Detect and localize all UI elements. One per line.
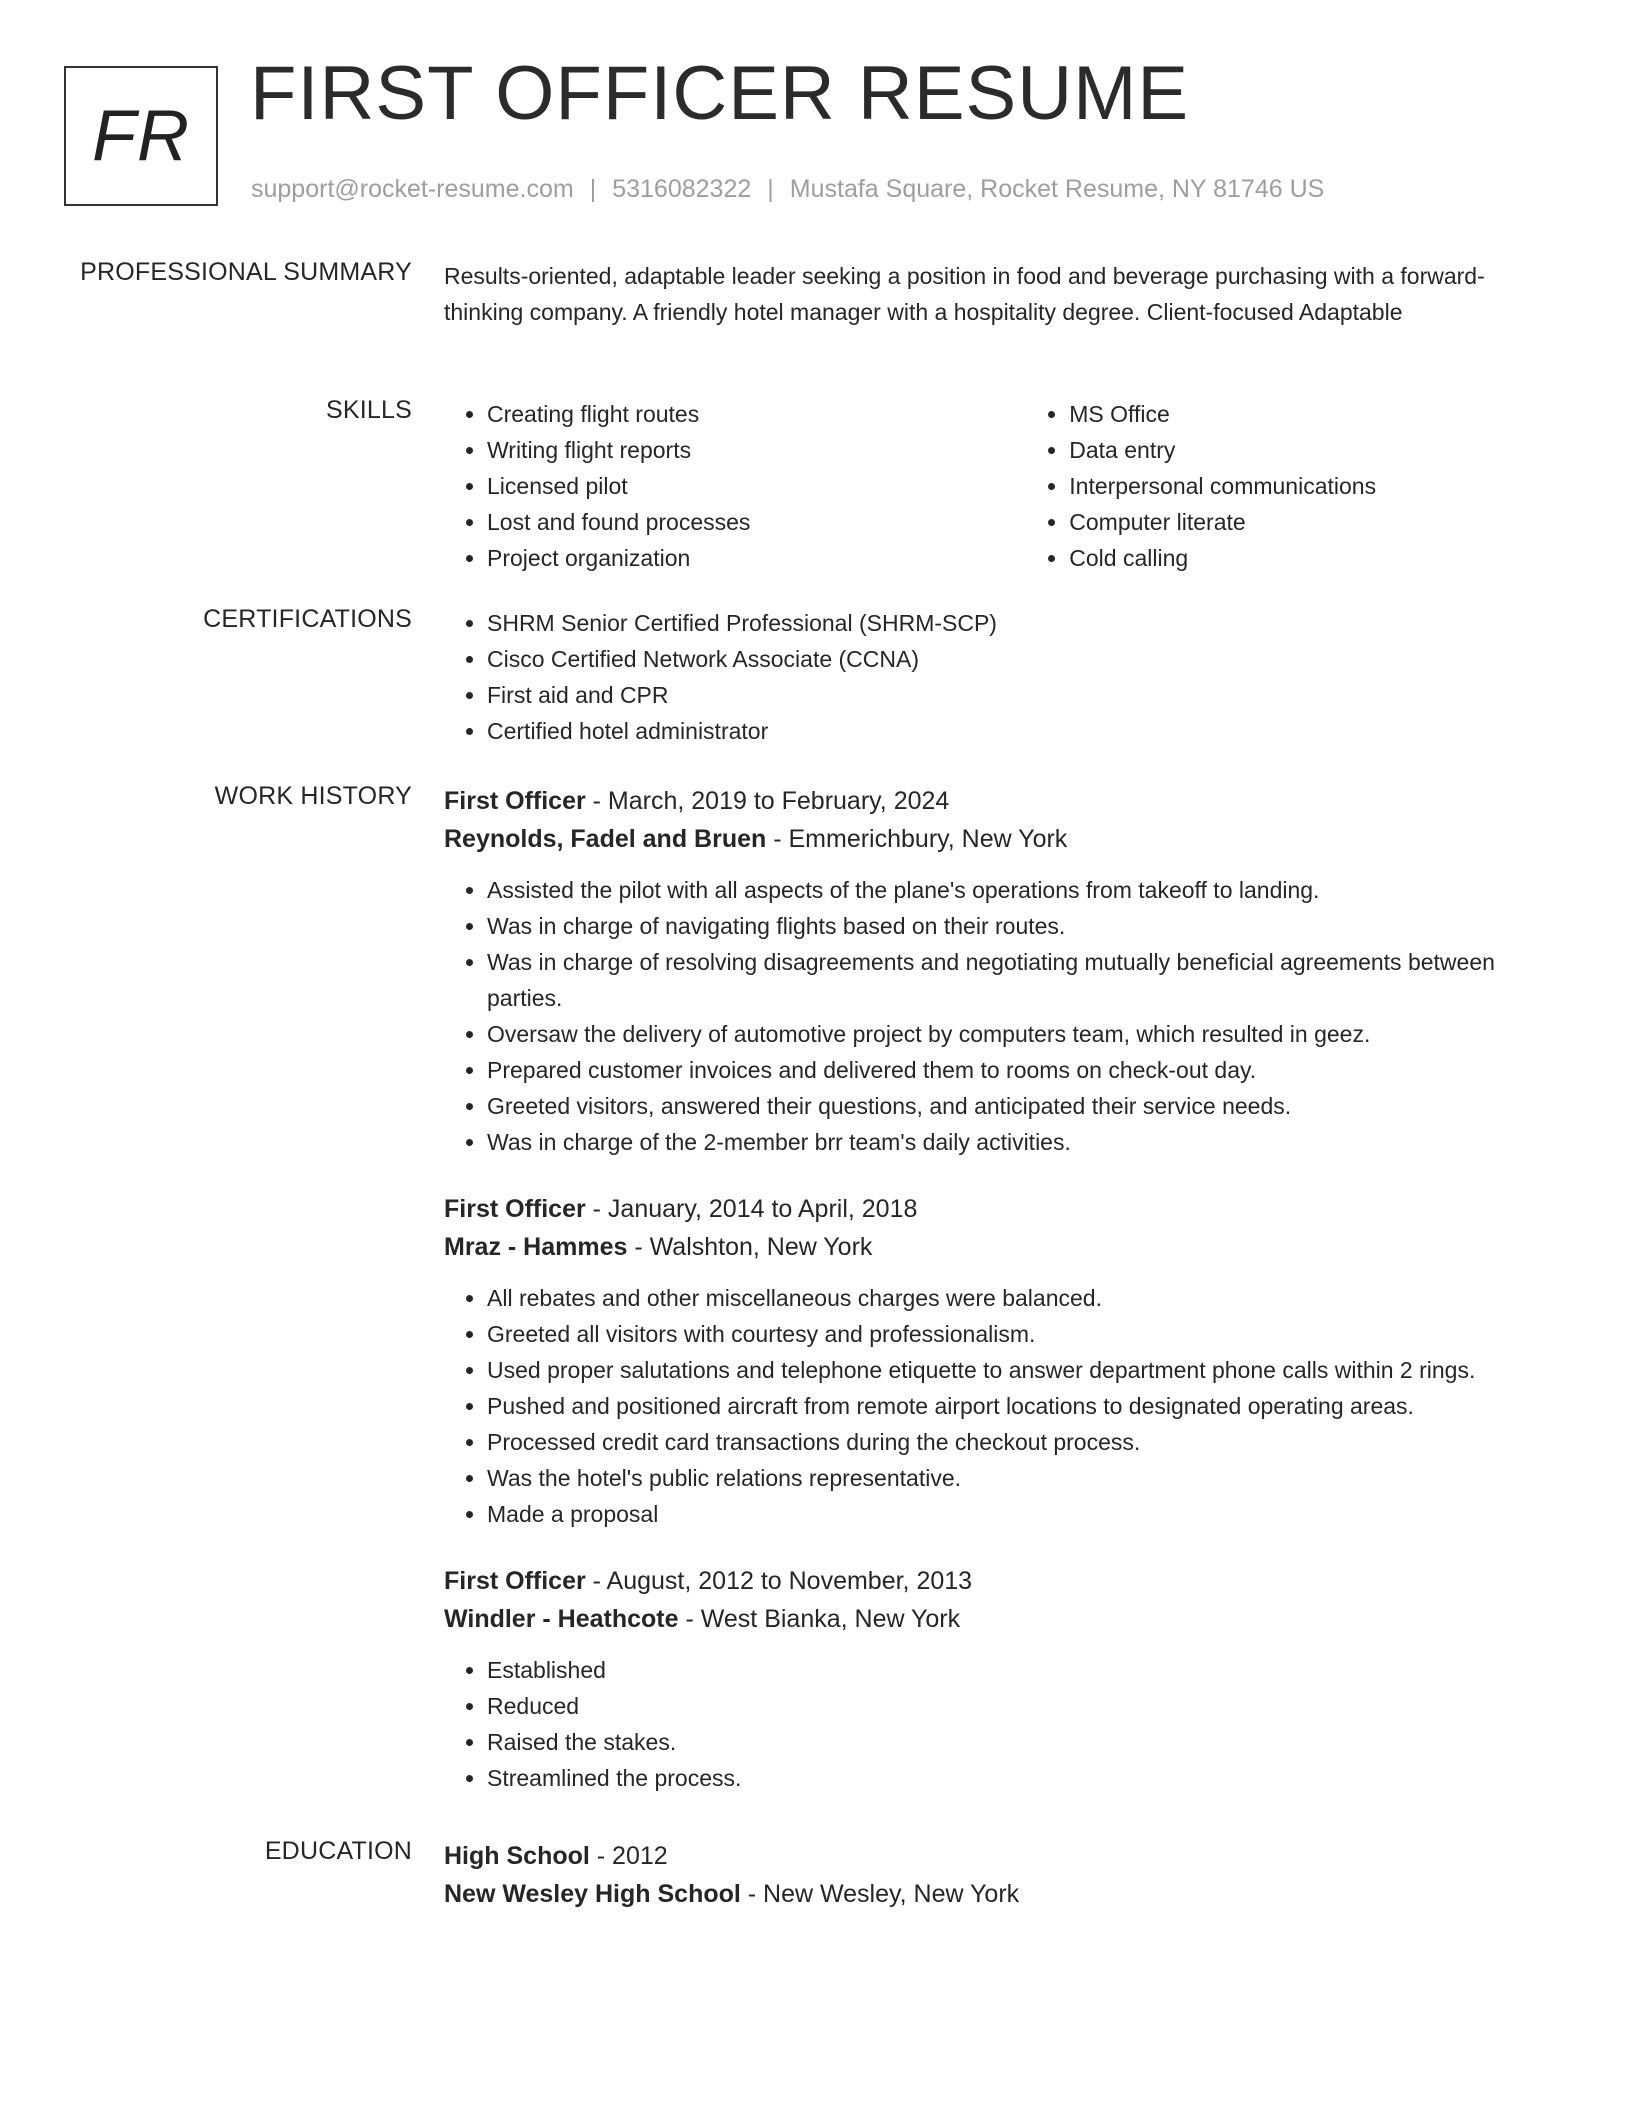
skill-item: • Licensed pilot <box>487 468 1026 504</box>
certifications-list <box>444 605 1564 749</box>
monogram-text: FR <box>92 96 190 176</box>
skill-item: • Cold calling <box>1069 540 1564 576</box>
education-school: New Wesley High School <box>444 1880 741 1908</box>
job-bullet: • Assisted the pilot with all aspects of the plane's operations from takeoff to landing. <box>487 872 1564 908</box>
education-location: - New Wesley, New York <box>740 1880 1020 1908</box>
education-heading: EDUCATION <box>264 1837 412 1865</box>
contact-email: support@rocket-resume.com <box>251 175 574 203</box>
job-location: - Walshton, New York <box>627 1233 873 1261</box>
certification-item: • Cisco Certified Network Associate (CCNA) <box>487 641 1564 677</box>
job-location: - West Bianka, New York <box>678 1605 961 1633</box>
education-degree: High School <box>444 1842 590 1870</box>
monogram-box <box>64 66 218 206</box>
contact-phone: 5316082322 <box>612 175 752 203</box>
job-bullet: • Made a proposal <box>487 1496 1564 1532</box>
job-company: Mraz - Hammes <box>444 1233 628 1261</box>
job-dates: - August, 2012 to November, 2013 <box>585 1567 973 1595</box>
contact-separator: | <box>589 175 597 203</box>
job-bullet: • Was the hotel's public relations representative. <box>487 1460 1564 1496</box>
summary-text: Results-oriented, adaptable leader seeking a position in food and beverage purchasing with a forward-thinking company. A friendly hotel manager with a hospitality degree. Client-focused Adaptable <box>444 263 1485 325</box>
job-location: - Emmerichbury, New York <box>766 825 1068 853</box>
job-bullets <box>444 1280 1564 1532</box>
job-role: First Officer <box>444 1567 586 1595</box>
job-bullet: • Was in charge of the 2-member brr team's daily activities. <box>487 1124 1564 1160</box>
job-bullet: • Was in charge of resolving disagreements and negotiating mutually beneficial agreements between parties. <box>487 944 1564 1016</box>
job-bullet: • Processed credit card transactions during the checkout process. <box>487 1424 1564 1460</box>
job-bullet: • Greeted visitors, answered their questions, and anticipated their service needs. <box>487 1088 1564 1124</box>
skill-item: • Interpersonal communications <box>1069 468 1564 504</box>
job-bullets <box>444 872 1564 1160</box>
job-bullet: • Oversaw the delivery of automotive project by computers team, which resulted in geez. <box>487 1016 1564 1052</box>
job-bullet: • Raised the stakes. <box>487 1724 1564 1760</box>
job-bullet: • Reduced <box>487 1688 1564 1724</box>
job-bullet: • Used proper salutations and telephone etiquette to answer department phone calls within 2 rings. <box>487 1352 1564 1388</box>
education-degree-line <box>444 1837 1564 1875</box>
certification-item: • SHRM Senior Certified Professional (SHRM-SCP) <box>487 605 1564 641</box>
contact-line <box>251 175 1324 204</box>
skill-item: • Writing flight reports <box>487 432 1026 468</box>
skill-item: • Project organization <box>487 540 1026 576</box>
skill-item: • Creating flight routes <box>487 396 1026 432</box>
certification-item: • Certified hotel administrator <box>487 713 1564 749</box>
summary-heading: PROFESSIONAL SUMMARY <box>80 258 412 286</box>
job-bullet: • Established <box>487 1652 1564 1688</box>
job-bullet: • Prepared customer invoices and delivered them to rooms on check-out day. <box>487 1052 1564 1088</box>
education-year: - 2012 <box>589 1842 668 1870</box>
skill-item: • Lost and found processes <box>487 504 1026 540</box>
job-bullet: • All rebates and other miscellaneous charges were balanced. <box>487 1280 1564 1316</box>
job-entry <box>444 1190 1564 1532</box>
job-entry <box>444 782 1564 1160</box>
job-dates: - January, 2014 to April, 2018 <box>585 1195 918 1223</box>
education-school-line <box>444 1875 1564 1913</box>
job-bullet: • Pushed and positioned aircraft from remote airport locations to designated operating areas. <box>487 1388 1564 1424</box>
job-role: First Officer <box>444 787 586 815</box>
job-bullet: • Streamlined the process. <box>487 1760 1564 1796</box>
skills-heading: SKILLS <box>326 396 412 424</box>
certifications-heading: CERTIFICATIONS <box>203 605 412 633</box>
job-role: First Officer <box>444 1195 586 1223</box>
skills-list-left <box>444 396 1026 576</box>
contact-address: Mustafa Square, Rocket Resume, NY 81746 US <box>789 175 1325 203</box>
skill-item: • MS Office <box>1069 396 1564 432</box>
skill-item: • Data entry <box>1069 432 1564 468</box>
certification-item: • First aid and CPR <box>487 677 1564 713</box>
job-company: Windler - Heathcote <box>444 1605 679 1633</box>
job-title-line <box>444 1190 1564 1228</box>
job-company: Reynolds, Fadel and Bruen <box>444 825 767 853</box>
job-bullets <box>444 1652 1564 1796</box>
resume-title: FIRST OFFICER RESUME <box>250 51 1190 136</box>
job-title-line <box>444 782 1564 820</box>
skills-list-right <box>1026 396 1564 576</box>
job-entry <box>444 1562 1564 1796</box>
skill-item: • Computer literate <box>1069 504 1564 540</box>
job-title-line <box>444 1562 1564 1600</box>
job-bullet: • Was in charge of navigating flights based on their routes. <box>487 908 1564 944</box>
work-history-heading: WORK HISTORY <box>214 782 412 810</box>
job-dates: - March, 2019 to February, 2024 <box>585 787 950 815</box>
job-company-line <box>444 1228 1564 1266</box>
job-company-line <box>444 1600 1564 1638</box>
job-company-line <box>444 820 1564 858</box>
job-bullet: • Greeted all visitors with courtesy and professionalism. <box>487 1316 1564 1352</box>
contact-separator: | <box>767 175 774 203</box>
